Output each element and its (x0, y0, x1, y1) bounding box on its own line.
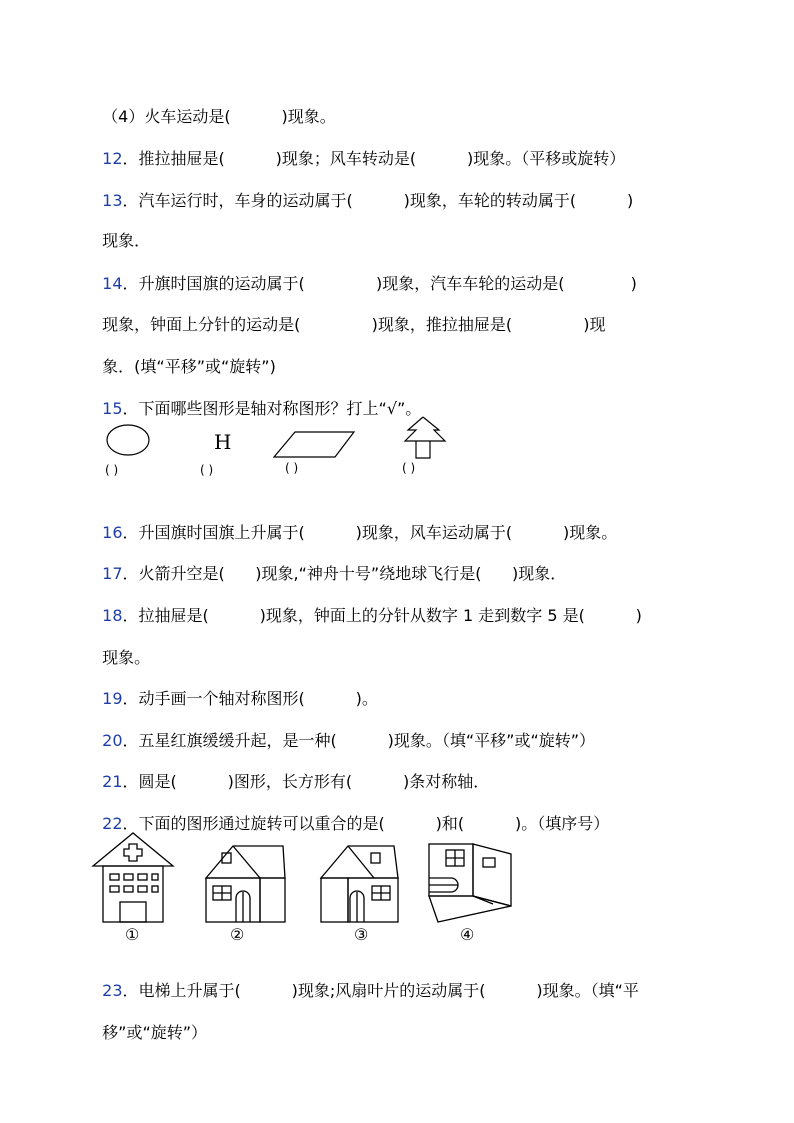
house-2-shape (206, 846, 285, 922)
label-4: ④ (460, 925, 475, 944)
question-23-cont: 移”或“旋转”） (102, 1023, 208, 1042)
question-17: 17．火箭升空是( )现象,“神舟十号”绕地球飞行是( )现象． (102, 564, 567, 583)
answer-paren-4[interactable]: ( ) (402, 461, 416, 475)
label-2: ② (230, 925, 245, 944)
label-3: ③ (354, 925, 369, 944)
label-1: ① (125, 925, 140, 944)
question-19: 19．动手画一个轴对称图形( )。 (102, 689, 378, 708)
q22-house-figures (88, 826, 528, 946)
circle-shape (107, 425, 149, 455)
question-13-cont: 现象． (102, 231, 151, 250)
answer-paren-3[interactable]: ( ) (285, 461, 299, 475)
answer-paren-2[interactable]: ( ) (200, 463, 214, 477)
question-14: 14．升旗时国旗的运动属于( )现象，汽车车轮的运动是( ) (102, 274, 637, 293)
question-18-cont: 现象。 (102, 648, 151, 667)
question-14-cont-1: 现象，钟面上分针的运动是( )现象，推拉抽屉是( )现 (102, 315, 606, 334)
question-16: 16．升国旗时国旗上升属于( )现象，风车运动属于( )现象。 (102, 523, 618, 542)
question-21: 21．圆是( )图形，长方形有( )条对称轴． (102, 772, 490, 791)
house-3-shape (321, 846, 398, 922)
tree-shape (405, 417, 445, 458)
house-4-rotated-shape (429, 844, 511, 922)
question-line-4-train: （4）火车运动是( )现象。 (102, 107, 336, 126)
question-20: 20．五星红旗缓缓升起，是一种( )现象。（填“平移”或“旋转”） (102, 731, 596, 750)
question-18: 18．拉抽屉是( )现象，钟面上的分针从数字 1 走到数字 5 是( ) (102, 606, 642, 625)
question-13: 13．汽车运行时，车身的运动属于( )现象，车轮的转动属于( ) (102, 191, 634, 210)
hospital-house-shape (93, 833, 173, 922)
question-12: 12．推拉抽屉是( )现象；风车转动是( )现象。（平移或旋转） (102, 149, 626, 168)
question-22: 22．下面的图形通过旋转可以重合的是( )和( )。（填序号） (102, 814, 610, 833)
question-15: 15．下面哪些图形是轴对称图形？打上“√”。 (102, 399, 422, 418)
question-23: 23．电梯上升属于( )现象;风扇叶片的运动属于( )现象。（填“平 (102, 981, 639, 1000)
parallelogram-shape (274, 432, 354, 457)
answer-paren-1[interactable]: ( ) (105, 463, 119, 477)
letter-h-shape: H (214, 430, 232, 454)
question-14-cont-2: 象．(填“平移”或“旋转”) (102, 357, 276, 376)
q15-figures (90, 412, 470, 482)
